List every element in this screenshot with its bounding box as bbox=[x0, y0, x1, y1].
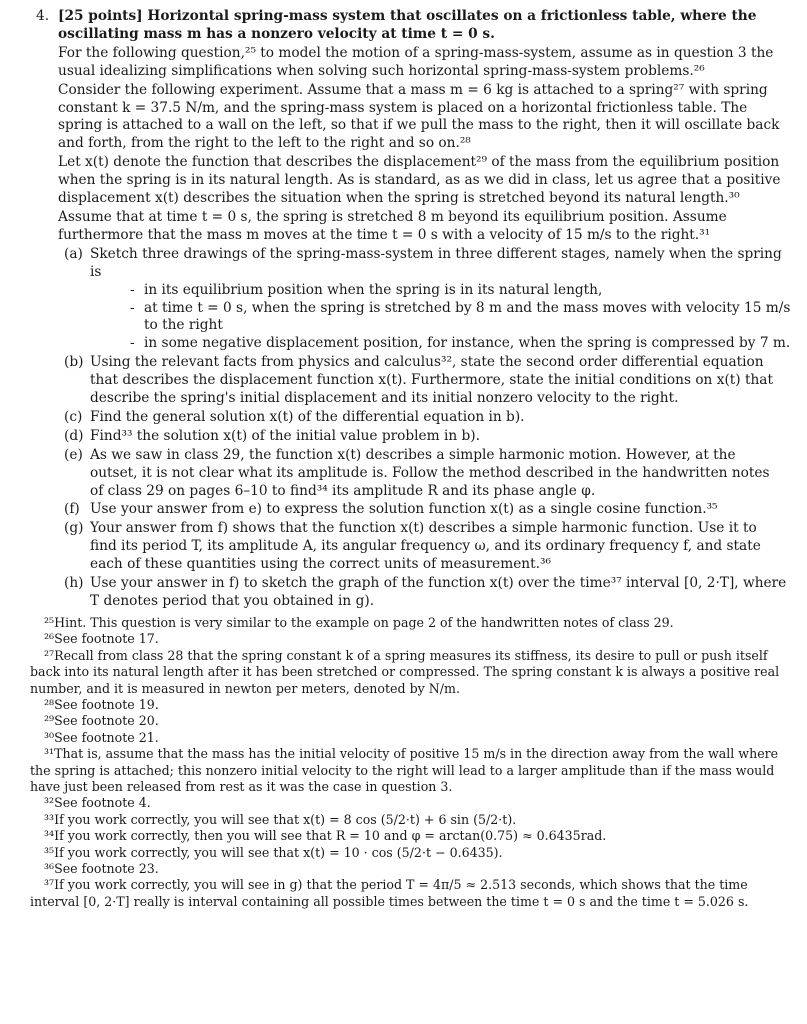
part-g bbox=[58, 520, 761, 574]
text-line: T denotes period that you obtained in g). bbox=[90, 593, 375, 609]
paragraph-initial-conditions bbox=[58, 209, 761, 245]
footnote-35: ³⁵If you work correctly, you will see that x(t) = 10 · cos (5/2·t − 0.6435). bbox=[44, 844, 503, 860]
part-label: (a) bbox=[64, 245, 83, 262]
text-line: displacement x(t) describes the situation when the spring is stretched beyond its natural length.³⁰ bbox=[58, 190, 740, 207]
footnote-27-cont: number, and it is measured in newton per meters, denoted by N/m. bbox=[30, 680, 460, 696]
question-title-line-1: [25 points] Horizontal spring-mass system that oscillates on a frictionless table, where the bbox=[58, 8, 757, 24]
footnote-29: ²⁹See footnote 20. bbox=[44, 713, 159, 729]
text-line: Your answer from f) shows that the function x(t) describes a simple harmonic function. Use it to bbox=[90, 520, 757, 537]
text-line: As we saw in class 29, the function x(t) describes a simple harmonic motion. However, at the bbox=[90, 446, 736, 463]
footnote-33: ³³If you work correctly, you will see that x(t) = 8 cos (5/2·t) + 6 sin (5/2·t). bbox=[44, 811, 517, 827]
footnote-25: ²⁵Hint. This question is very similar to the example on page 2 of the handwritten notes of class 29. bbox=[44, 614, 674, 630]
footnotes bbox=[30, 614, 780, 910]
footnote-31-cont: have just been released from rest as it was the case in question 3. bbox=[30, 778, 453, 794]
text-line: Use your answer from e) to express the solution function x(t) as a single cosine function.³⁵ bbox=[90, 501, 718, 518]
list-item bbox=[130, 335, 791, 353]
part-label: (c) bbox=[64, 408, 83, 425]
part-e bbox=[58, 446, 770, 501]
footnote-32: ³²See footnote 4. bbox=[44, 795, 151, 811]
text-line: to the right bbox=[144, 317, 223, 334]
footnote-28: ²⁸See footnote 19. bbox=[44, 696, 159, 712]
text-line: Find³³ the solution x(t) of the initial value problem in b). bbox=[90, 427, 480, 444]
part-label: (f) bbox=[64, 501, 80, 518]
part-label: (g) bbox=[64, 520, 84, 537]
question-number: 4. bbox=[36, 8, 50, 24]
text-line: spring is attached to a wall on the left, so that if we pull the mass to the right, then it will oscillate back bbox=[58, 117, 780, 134]
footnote-37: ³⁷If you work correctly, you will see in g) that the period T = 4π/5 ≈ 2.513 seconds, which shows that the time bbox=[44, 877, 748, 893]
text-line: - in its equilibrium position when the spring is in its natural length, bbox=[144, 281, 603, 298]
text-line: describe the spring's initial displacement and its initial nonzero velocity to the right. bbox=[90, 390, 679, 407]
text-line: Let x(t) denote the function that describes the displacement²⁹ of the mass from the equilibrium position bbox=[58, 154, 780, 171]
paragraph-displacement bbox=[58, 154, 781, 208]
part-label: (b) bbox=[64, 354, 84, 371]
part-c bbox=[58, 409, 761, 427]
text-line: is bbox=[90, 263, 102, 280]
footnote-31-cont: the spring is attached; this nonzero initial velocity to the right will lead to a larger amplitude than if the mass would bbox=[30, 762, 775, 778]
text-line: constant k = 37.5 N/m, and the spring-mass system is placed on a horizontal frictionless table. The bbox=[58, 99, 748, 116]
text-line: outset, it is not clear what its amplitude is. Follow the method described in the handwritten notes bbox=[90, 464, 770, 481]
part-label: (e) bbox=[64, 446, 83, 463]
footnote-27-cont: back into its natural length after it has been stretched or compressed. The spring constant k is always a positive real bbox=[30, 664, 780, 680]
part-d bbox=[58, 428, 761, 446]
footnote-37-cont: interval [0, 2·T] really is interval containing all possible times between the time t = 0 s and the time t = 5.026 s. bbox=[30, 893, 749, 909]
footnote-27: ²⁷Recall from class 28 that the spring constant k of a spring measures its stiffness, its desire to pull or push itself bbox=[44, 647, 768, 663]
part-label: (d) bbox=[64, 427, 84, 444]
text-line: and forth, from the right to the left to the right and so on.²⁸ bbox=[58, 135, 471, 152]
bullet-list bbox=[90, 281, 791, 354]
text-line: when the spring is in its natural length. As is standard, as as we did in class, let us agree that a positive bbox=[58, 172, 781, 189]
text-line: Sketch three drawings of the spring-mass-system in three different stages, namely when the spring bbox=[90, 245, 782, 262]
part-b bbox=[58, 354, 773, 408]
text-line: - in some negative displacement position, for instance, when the spring is compressed by 7 m. bbox=[144, 335, 791, 352]
text-line: Using the relevant facts from physics and calculus³², state the second order differential equation bbox=[90, 354, 764, 371]
text-line: Find the general solution x(t) of the differential equation in b). bbox=[90, 408, 525, 425]
paragraph-experiment bbox=[58, 81, 780, 154]
paragraph-intro bbox=[58, 44, 774, 81]
text-line: - at time t = 0 s, when the spring is stretched by 8 m and the mass moves with velocity 15 m/s bbox=[144, 299, 791, 316]
list-item bbox=[130, 282, 761, 300]
part-a bbox=[58, 245, 791, 353]
part-label: (h) bbox=[64, 575, 84, 592]
parts-list bbox=[58, 245, 791, 611]
question-title-line-2: oscillating mass m has a nonzero velocity at time t = 0 s. bbox=[58, 25, 495, 42]
text-line: each of these quantities using the correct units of measurement.³⁶ bbox=[90, 556, 551, 573]
text-line: Consider the following experiment. Assume that a mass m = 6 kg is attached to a spring²⁷ with spring bbox=[58, 81, 768, 98]
footnote-26: ²⁶See footnote 17. bbox=[44, 631, 159, 647]
list-item bbox=[130, 299, 791, 336]
question-body bbox=[36, 8, 791, 611]
text-line: find its period T, its amplitude A, its angular frequency ω, and its ordinary frequency f, and state bbox=[90, 538, 761, 555]
text-line: of class 29 on pages 6–10 to find³⁴ its amplitude R and its phase angle φ. bbox=[90, 482, 596, 499]
footnote-36: ³⁶See footnote 23. bbox=[44, 861, 159, 876]
part-f bbox=[58, 501, 761, 519]
text-line: furthermore that the mass m moves at the time t = 0 s with a velocity of 15 m/s to the right.³¹ bbox=[58, 226, 711, 243]
part-h bbox=[58, 575, 787, 611]
text-line: Use your answer in f) to sketch the graph of the function x(t) over the time³⁷ interval [0, 2·T], where bbox=[90, 575, 787, 592]
footnote-31: ³¹That is, assume that the mass has the initial velocity of positive 15 m/s in the direction away from the wall where bbox=[44, 746, 779, 762]
footnote-34: ³⁴If you work correctly, then you will see that R = 10 and φ = arctan(0.75) ≈ 0.6435rad. bbox=[44, 828, 607, 844]
text-line: For the following question,²⁵ to model the motion of a spring-mass-system, assume as in question 3 the bbox=[58, 44, 774, 61]
text-line: usual idealizing simplifications when solving such horizontal spring-mass-system problems.²⁶ bbox=[58, 62, 705, 79]
footnote-30: ³⁰See footnote 21. bbox=[44, 729, 159, 745]
text-line: Assume that at time t = 0 s, the spring is stretched 8 m beyond its equilibrium position. Assume bbox=[58, 208, 727, 225]
text-line: that describes the displacement function x(t). Furthermore, state the initial conditions on x(t) that bbox=[90, 372, 773, 389]
